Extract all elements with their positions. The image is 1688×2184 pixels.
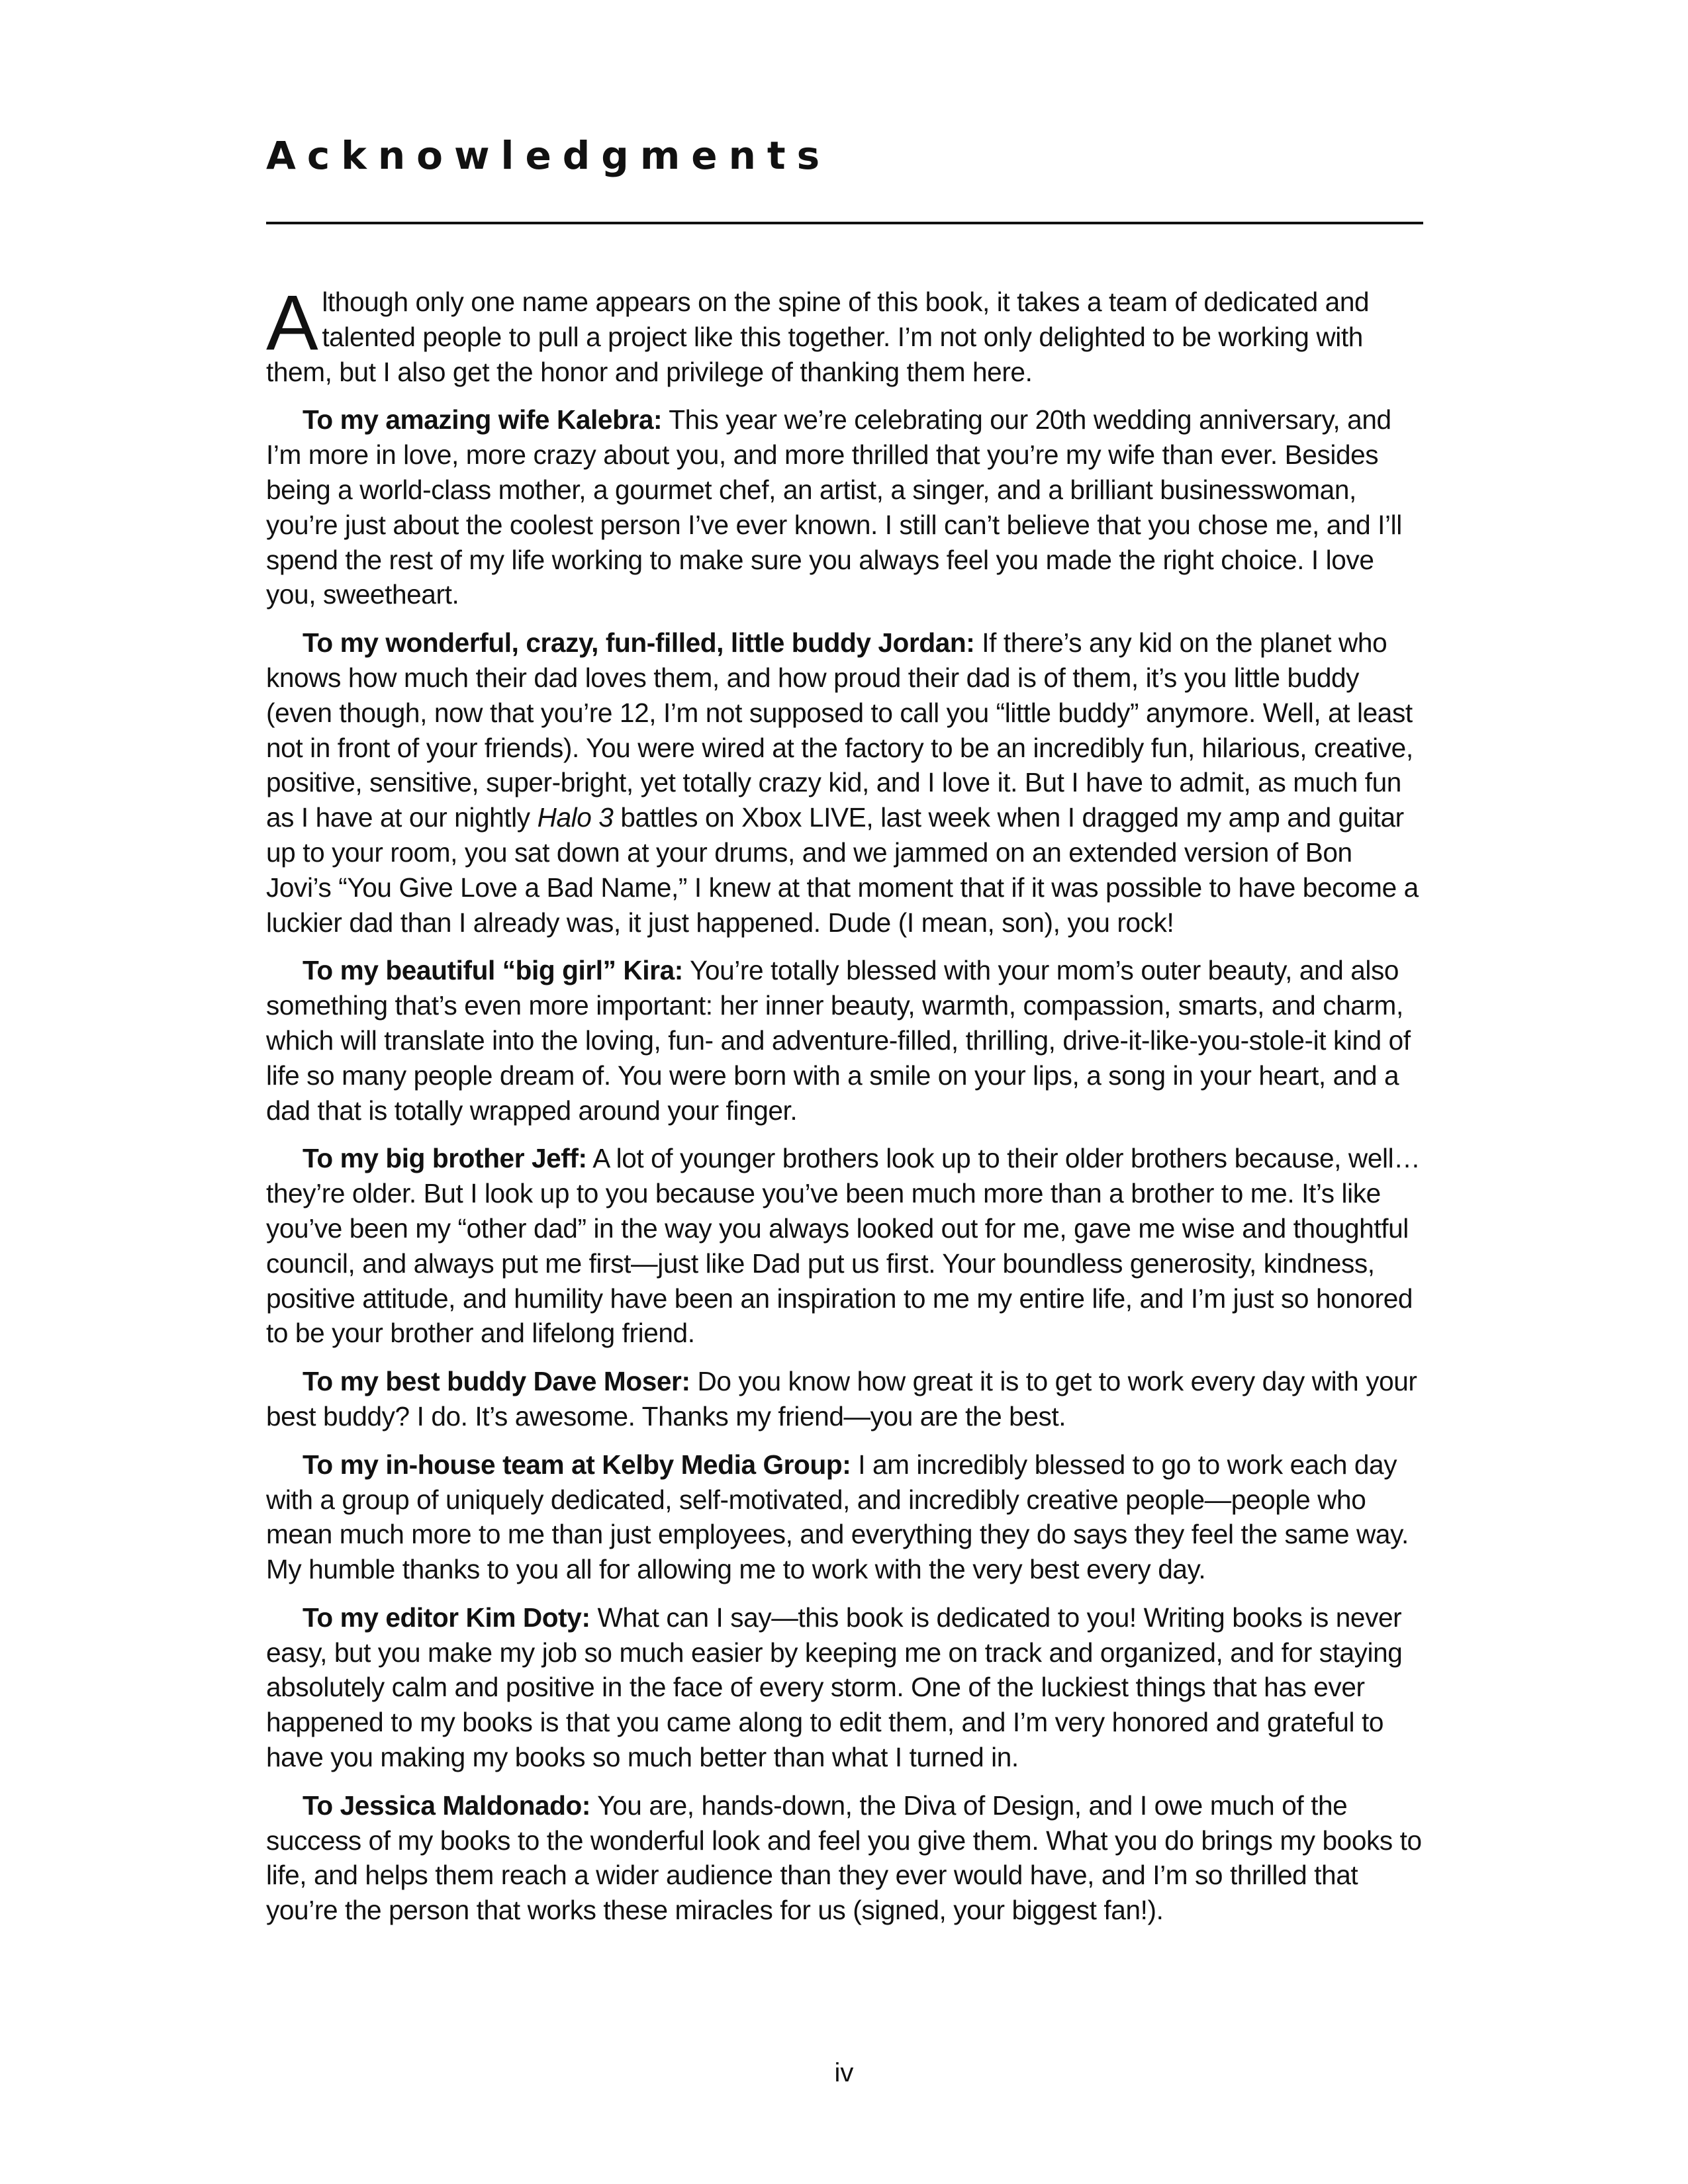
ack-text: I am incredibly blessed to go to work each day with a group of uniquely dedicated, self-motivated, and incredibly creative people—people who mean much more to me than just employees, and everything they do says they feel the same way. My humble thanks to you all for allowing me to work with the very best every day.: [266, 1449, 1409, 1585]
ack-lead: To my best buddy Dave Moser:: [303, 1366, 690, 1397]
ack-text: What can I say—this book is dedicated to you! Writing books is never easy, but you make my job so much easier by keeping me on track and organized, and for staying absolutely calm and positive in the face of every storm. One of the luckiest things that has ever happened to my books is that you came along to edit them, and I’m very honored and grateful to have you making my books so much better than what I turned in.: [266, 1602, 1403, 1773]
ack-lead: To my editor Kim Doty:: [303, 1602, 590, 1633]
acknowledgments-body: [266, 279, 1423, 1941]
ack-text: You are, hands-down, the Diva of Design, and I owe much of the success of my books to the wonderful look and feel you give them. What you do brings my books to life, and helps them reach a wider audience than they ever would have, and I’m so thrilled that you’re the person that works these miracles for us (signed, your biggest fan!).: [266, 1790, 1422, 1926]
ack-paragraph-dave: [266, 1364, 1423, 1434]
ack-italic-title: Halo 3: [537, 802, 614, 833]
ack-paragraph-kim: [266, 1600, 1423, 1775]
ack-paragraph-team: [266, 1447, 1423, 1587]
ack-lead: To my beautiful “big girl” Kira:: [303, 955, 683, 986]
page-number: iv: [834, 2058, 854, 2087]
ack-lead: To my in-house team at Kelby Media Group:: [303, 1449, 851, 1480]
ack-paragraph-jeff: [266, 1141, 1423, 1351]
ack-paragraph-jessica: [266, 1788, 1423, 1928]
drop-cap: A: [266, 279, 318, 367]
ack-lead: To my amazing wife Kalebra:: [303, 404, 663, 435]
ack-paragraph-kalebra: [266, 402, 1423, 612]
ack-lead: To Jessica Maldonado:: [303, 1790, 591, 1821]
ack-paragraph-kira: [266, 953, 1423, 1128]
ack-text: A lot of younger brothers look up to their older brothers because, well…they’re older. But I look up to you because you’ve been much more than a brother to me. It’s like you’ve been my “other dad” in the way you always looked out for me, gave me wise and thoughtful council, and always put me first—just like Dad put us first. Your boundless generosity, kindness, positive attitude, and humility have been an inspiration to me my entire life, and I’m just so honored to be your brother and lifelong friend.: [266, 1143, 1421, 1349]
ack-text-continued: battles on Xbox LIVE, last week when I dragged my amp and guitar up to your room, you sat down at your drums, and we jammed on an extended version of Bon Jovi’s “You Give Love a Bad Name,” I knew at that moment that if it was possible to have become a luckier dad than I already was, it just happened. Dude (I mean, son), you rock!: [266, 802, 1419, 938]
ack-text: If there’s any kid on the planet who knows how much their dad loves them, and how proud their dad is of them, it’s you little buddy (even though, now that you’re 12, I’m not supposed to call you “little buddy” anymore. Well, at least not in front of your friends). You were wired at the factory to be an incredibly fun, hilarious, creative, positive, sensitive, super-bright, yet totally crazy kid, and I love it. But I have to admit, as much fun as I have at our nightly: [266, 627, 1413, 833]
ack-lead: To my wonderful, crazy, fun-filled, little buddy Jordan:: [303, 627, 975, 659]
ack-text: This year we’re celebrating our 20th wedding anniversary, and I’m more in love, more crazy about you, and more thrilled that you’re my wife than ever. Besides being a world-class mother, a gourmet chef, an artist, a singer, and a brilliant businesswoman, you’re just about the coolest person I’ve ever known. I still can’t believe that you chose me, and I’ll spend the rest of my life working to make sure you always feel you made the right choice. I love you, sweetheart.: [266, 404, 1402, 610]
ack-text: Do you know how great it is to get to work every day with your best buddy? I do. It’s awesome. Thanks my friend—you are the best.: [266, 1366, 1417, 1432]
intro-text: lthough only one name appears on the spine of this book, it takes a team of dedicated and talented people to pull a project like this together. I’m not only delighted to be working with them, but I also get the honor and privilege of thanking them here.: [266, 287, 1370, 387]
ack-text: You’re totally blessed with your mom’s outer beauty, and also something that’s even more important: her inner beauty, warmth, compassion, smarts, and charm, which will translate into the loving, fun- and adventure-filled, thrilling, drive-it-like-you-stole-it kind of life so many people dream of. You were born with a smile on your lips, a song in your heart, and a dad that is totally wrapped around your finger.: [266, 955, 1411, 1126]
ack-lead: To my big brother Jeff:: [303, 1143, 587, 1174]
page-title: Acknowledgments: [266, 133, 831, 178]
ack-paragraph-jordan: [266, 625, 1423, 940]
title-rule: [266, 222, 1423, 224]
intro-paragraph: [266, 279, 1423, 389]
